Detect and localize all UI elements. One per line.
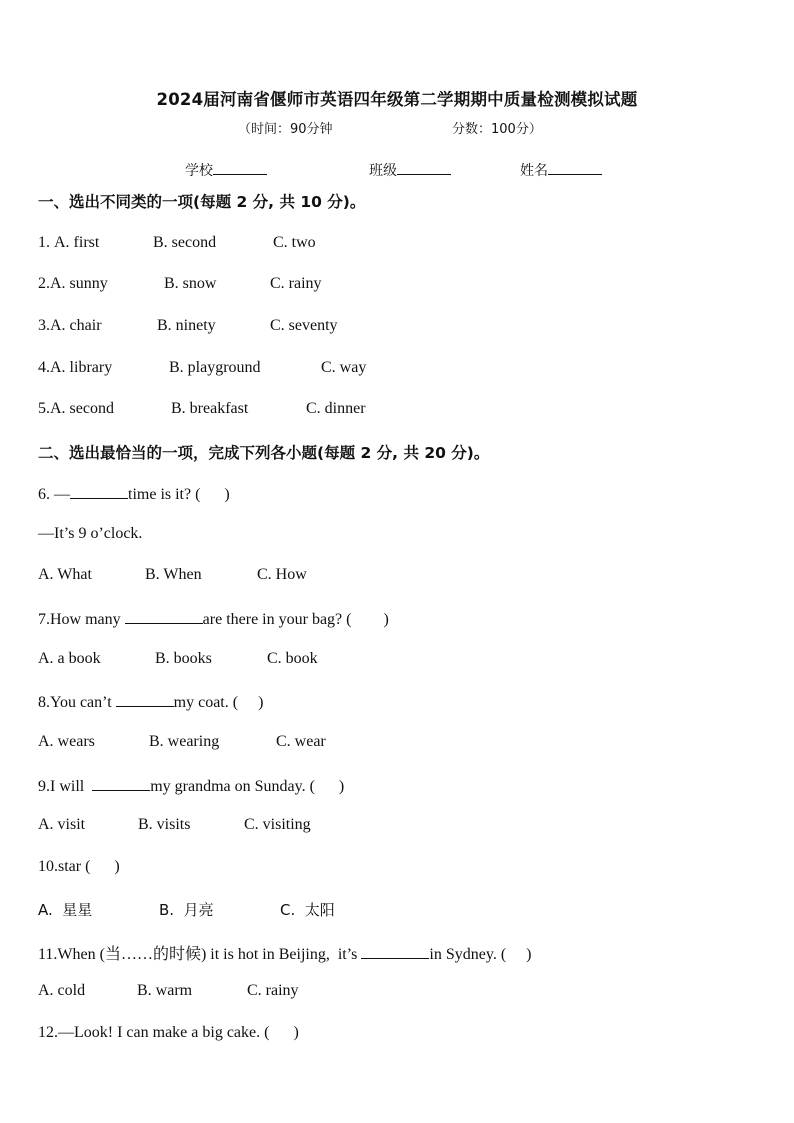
option-c[interactable]: C. book [267,650,318,667]
question-8 [38,691,263,712]
question-stem-end: are there in your bag? ( ) [202,611,389,628]
option-b[interactable]: B. snow [164,275,217,292]
option-b[interactable]: B. visits [138,816,191,833]
option-b[interactable]: B. second [153,234,217,251]
question-8-options [38,733,326,751]
question-2 [38,275,322,293]
question-9-options [38,816,311,834]
question-6 [38,483,230,504]
option-a[interactable]: A. a book [38,650,101,667]
option-c[interactable]: C. rainy [270,275,322,292]
question-number: 3. [38,317,50,334]
option-a[interactable]: A. sunny [50,275,108,292]
option-a[interactable]: A. wears [38,733,95,750]
option-c[interactable]: C. How [257,566,307,583]
option-c[interactable]: C. two [273,234,316,251]
question-12: 12.—Look! I can make a big cake. ( ) [38,1024,299,1041]
question-number: 2. [38,275,50,292]
question-stem-end: my coat. ( ) [173,694,264,711]
question-3 [38,317,338,335]
exam-title: 2024届河南省偃师市英语四年级第二学期期中质量检测模拟试题 [156,90,638,109]
question-stem-start: 7.How many [38,611,125,628]
school-label: 学校 [185,163,213,179]
question-10: 10.star ( ) [38,858,120,875]
question-number: 4. [38,359,50,376]
question-9 [38,775,344,796]
question-11-options [38,982,299,1000]
question-stem-start: 9.I will [38,778,93,795]
school-blank[interactable] [213,160,267,175]
section-2-title: 二、选出最恰当的一项，完成下列各小题(每题 2 分, 共 20 分)。 [38,444,490,462]
question-6-options [38,566,307,584]
exam-time: （时间：90分钟 [238,122,333,137]
option-b[interactable]: B. 月亮 [159,901,214,919]
question-stem-start: 11.When (当……的时候) it is hot in Beijing, it’s [38,946,362,963]
question-stem-end: my grandma on Sunday. ( ) [150,778,345,795]
name-label: 姓名 [520,163,548,179]
option-a[interactable]: A. cold [38,982,86,999]
option-b[interactable]: B. ninety [157,317,216,334]
school-field [185,160,267,180]
question-stem-end: in Sydney. ( ) [429,946,532,963]
option-c[interactable]: C. 太阳 [280,901,335,919]
answer-blank[interactable] [125,608,203,624]
question-stem-start: 6. — [38,486,70,503]
option-b[interactable]: B. playground [169,359,261,376]
option-c[interactable]: C. wear [276,733,326,750]
option-b[interactable]: B. When [145,566,202,583]
option-a[interactable]: A. first [54,234,100,251]
section-1-title: 一、选出不同类的一项(每题 2 分, 共 10 分)。 [38,193,366,211]
option-c[interactable]: C. way [321,359,367,376]
option-a[interactable]: A. chair [50,317,102,334]
option-a[interactable]: A. library [50,359,113,376]
option-a[interactable]: A. visit [38,816,86,833]
question-number: 5. [38,400,50,417]
question-7 [38,608,389,629]
question-stem-start: 8.You can’t [38,694,116,711]
question-number: 1. [38,234,54,251]
answer-blank[interactable] [116,691,174,707]
option-c[interactable]: C. visiting [244,816,311,833]
answer-blank[interactable] [361,943,429,959]
option-c[interactable]: C. seventy [270,317,338,334]
name-blank[interactable] [548,160,602,175]
name-field [520,160,602,180]
option-a[interactable]: A. 星星 [38,901,93,919]
answer-blank[interactable] [92,775,150,791]
option-a[interactable]: A. What [38,566,92,583]
option-c[interactable]: C. rainy [247,982,299,999]
answer-blank[interactable] [70,483,128,499]
question-5 [38,400,366,418]
question-6-dialogue: —It’s 9 o’clock. [38,525,143,542]
class-label: 班级 [369,163,397,179]
question-stem-end: time is it? ( ) [128,486,230,503]
option-b[interactable]: B. breakfast [171,400,249,417]
question-4 [38,359,367,377]
option-a[interactable]: A. second [50,400,114,417]
question-10-options [38,899,335,920]
question-11 [38,941,531,964]
question-1 [38,234,316,252]
option-b[interactable]: B. books [155,650,212,667]
option-c[interactable]: C. dinner [306,400,366,417]
question-7-options [38,650,318,668]
class-field [369,160,451,180]
option-b[interactable]: B. wearing [149,733,220,750]
option-b[interactable]: B. warm [137,982,193,999]
exam-score: 分数：100分） [452,122,542,137]
class-blank[interactable] [397,160,451,175]
